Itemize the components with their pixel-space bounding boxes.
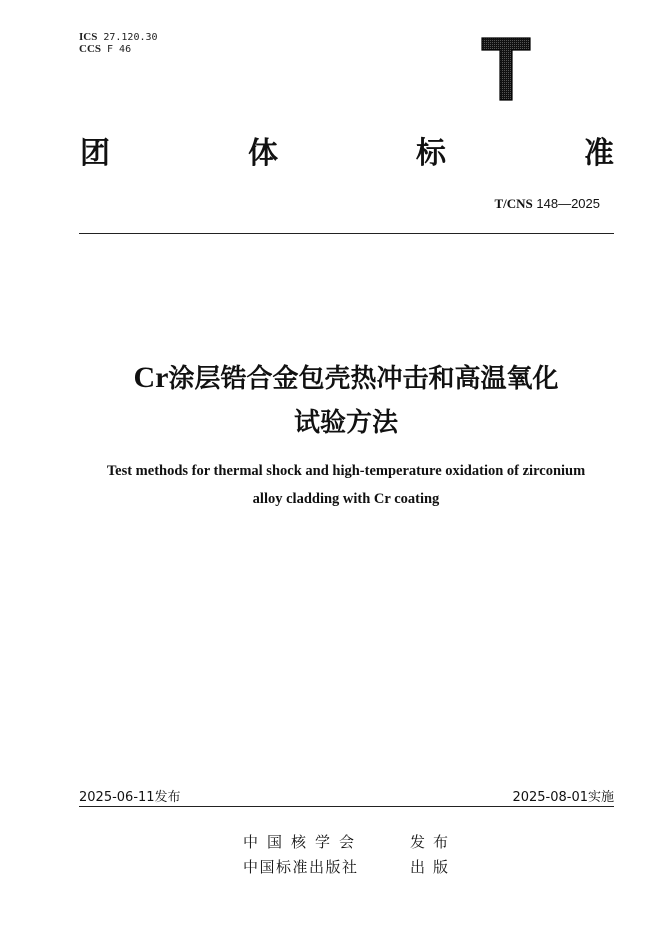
- ccs-label: CCS: [79, 43, 102, 55]
- standard-number-value: 148—2025: [536, 196, 600, 211]
- standard-type-char: 团: [80, 136, 110, 171]
- publisher-name: 中国核学会: [243, 833, 364, 851]
- ccs-code: F 46: [107, 44, 132, 55]
- standard-number: [494, 196, 600, 212]
- chinese-title-rest: 涂层锆合金包壳热冲击和高温氧化: [168, 364, 559, 394]
- ics-label: ICS: [79, 31, 98, 43]
- standard-type-char: 体: [248, 136, 278, 171]
- footer-divider: [79, 806, 614, 807]
- english-title-line-2: alloy cladding with Cr coating: [252, 491, 440, 507]
- publisher-name: 中国标准出版社: [243, 858, 359, 876]
- standard-type-logo: [478, 34, 534, 104]
- publisher-role: 发布: [410, 833, 457, 851]
- standard-type-char: 准: [584, 136, 614, 171]
- standard-type-title: [80, 136, 614, 172]
- standard-type-char: 标: [416, 136, 446, 171]
- header-divider: [79, 233, 614, 234]
- standard-number-prefix: T/CNS: [494, 196, 533, 211]
- chinese-title-line-1: [60, 361, 632, 396]
- issue-date: 2025-06-11发布: [79, 790, 181, 805]
- ics-code: 27.120.30: [103, 32, 158, 43]
- implementation-date: 2025-08-01实施: [512, 790, 614, 805]
- publisher-role: 出版: [410, 858, 457, 876]
- ccs-code-line: [79, 43, 131, 56]
- english-title-line-1: Test methods for thermal shock and high-temperature oxidation of zirconium: [106, 463, 586, 479]
- chinese-title-line-2: 试验方法: [293, 408, 398, 438]
- chinese-title-lead: Cr: [133, 361, 169, 394]
